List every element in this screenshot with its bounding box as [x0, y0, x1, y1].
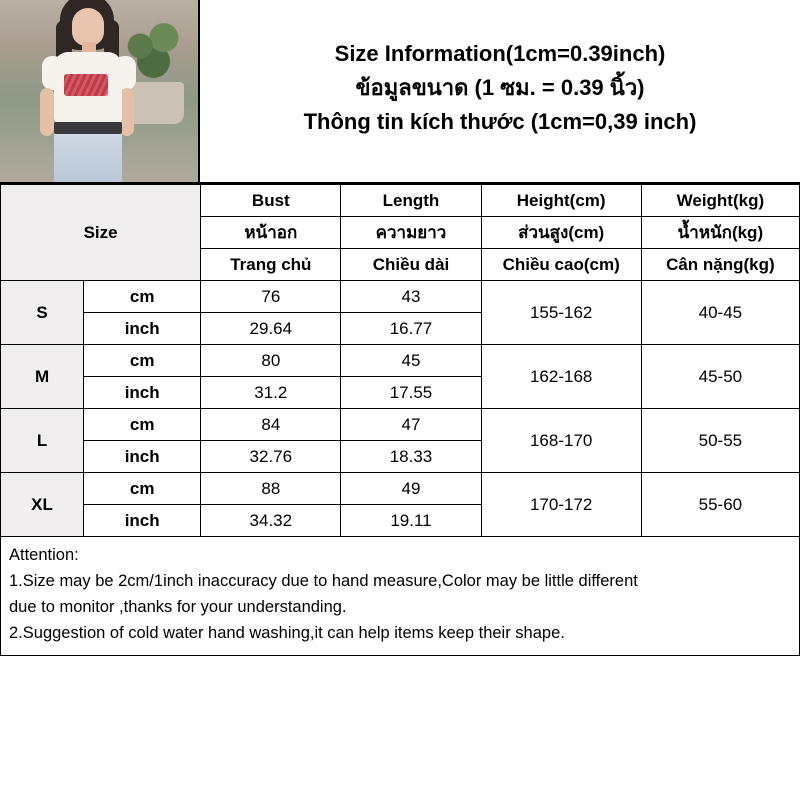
row-unit-cm-s: cm [84, 281, 201, 313]
row-unit-inch-s: inch [84, 313, 201, 345]
header-row [0, 0, 800, 184]
row-unit-inch-m: inch [84, 377, 201, 409]
attention-line-3: 2.Suggestion of cold water hand washing,it can help items keep their shape. [9, 624, 565, 642]
title-line-th: ข้อมูลขนาด (1 ซม. = 0.39 นิ้ว) [355, 75, 645, 100]
cell-bust-inch-xl: 34.32 [201, 505, 341, 537]
top-graphic-print [64, 74, 108, 96]
bust-header-vi: Trang chủ [201, 249, 341, 281]
length-header-vi: Chiều dài [341, 249, 481, 281]
cell-height-m: 162-168 [481, 345, 641, 409]
cell-length-cm-s: 43 [341, 281, 481, 313]
row-unit-inch-xl: inch [84, 505, 201, 537]
cell-bust-inch-l: 32.76 [201, 441, 341, 473]
cell-bust-cm-l: 84 [201, 409, 341, 441]
cell-length-inch-m: 17.55 [341, 377, 481, 409]
cell-bust-cm-xl: 88 [201, 473, 341, 505]
cell-bust-inch-m: 31.2 [201, 377, 341, 409]
product-photo [0, 0, 200, 182]
size-header-cell: Size [1, 185, 201, 281]
height-header-th: ส่วนสูง(cm) [481, 217, 641, 249]
weight-header-vi: Cân nặng(kg) [641, 249, 799, 281]
length-header-en: Length [341, 185, 481, 217]
bust-header-th: หน้าอก [201, 217, 341, 249]
cell-weight-s: 40-45 [641, 281, 799, 345]
table-row [1, 281, 800, 313]
cell-length-cm-m: 45 [341, 345, 481, 377]
cell-length-inch-l: 18.33 [341, 441, 481, 473]
cell-length-cm-l: 47 [341, 409, 481, 441]
row-size-label-s: S [1, 281, 84, 345]
attention-line-2: due to monitor ,thanks for your understanding. [9, 598, 347, 616]
cell-length-cm-xl: 49 [341, 473, 481, 505]
row-unit-inch-l: inch [84, 441, 201, 473]
weight-header-th: น้ำหนัก(kg) [641, 217, 799, 249]
cell-height-s: 155-162 [481, 281, 641, 345]
row-size-label-l: L [1, 409, 84, 473]
row-size-label-xl: XL [1, 473, 84, 537]
length-header-th: ความยาว [341, 217, 481, 249]
title-line-en: Size Information(1cm=0.39inch) [334, 41, 666, 66]
model-arm-left [40, 88, 54, 136]
model-jeans [54, 132, 122, 182]
cell-bust-cm-s: 76 [201, 281, 341, 313]
model-arm-right [120, 88, 134, 136]
table-row [1, 409, 800, 441]
table-row [1, 473, 800, 505]
cell-height-xl: 170-172 [481, 473, 641, 537]
cell-weight-m: 45-50 [641, 345, 799, 409]
attention-line-1: 1.Size may be 2cm/1inch inaccuracy due to hand measure,Color may be little different [9, 572, 638, 590]
cell-length-inch-xl: 19.11 [341, 505, 481, 537]
height-header-vi: Chiều cao(cm) [481, 249, 641, 281]
row-unit-cm-m: cm [84, 345, 201, 377]
model-belt [54, 122, 122, 134]
row-size-label-m: M [1, 345, 84, 409]
attention-block [0, 537, 800, 656]
bust-header-en: Bust [201, 185, 341, 217]
cell-height-l: 168-170 [481, 409, 641, 473]
model-figure [28, 0, 148, 182]
model-face [72, 8, 104, 46]
title-line-vi: Thông tin kích thước (1cm=0,39 inch) [303, 109, 697, 134]
cell-bust-inch-s: 29.64 [201, 313, 341, 345]
cell-weight-xl: 55-60 [641, 473, 799, 537]
title-block [200, 0, 800, 182]
attention-title: Attention: [9, 546, 79, 564]
row-unit-cm-xl: cm [84, 473, 201, 505]
weight-header-en: Weight(kg) [641, 185, 799, 217]
row-unit-cm-l: cm [84, 409, 201, 441]
cell-bust-cm-m: 80 [201, 345, 341, 377]
height-header-en: Height(cm) [481, 185, 641, 217]
cell-weight-l: 50-55 [641, 409, 799, 473]
cell-length-inch-s: 16.77 [341, 313, 481, 345]
table-header-row-1 [1, 185, 800, 217]
size-table [0, 184, 800, 537]
table-row [1, 345, 800, 377]
